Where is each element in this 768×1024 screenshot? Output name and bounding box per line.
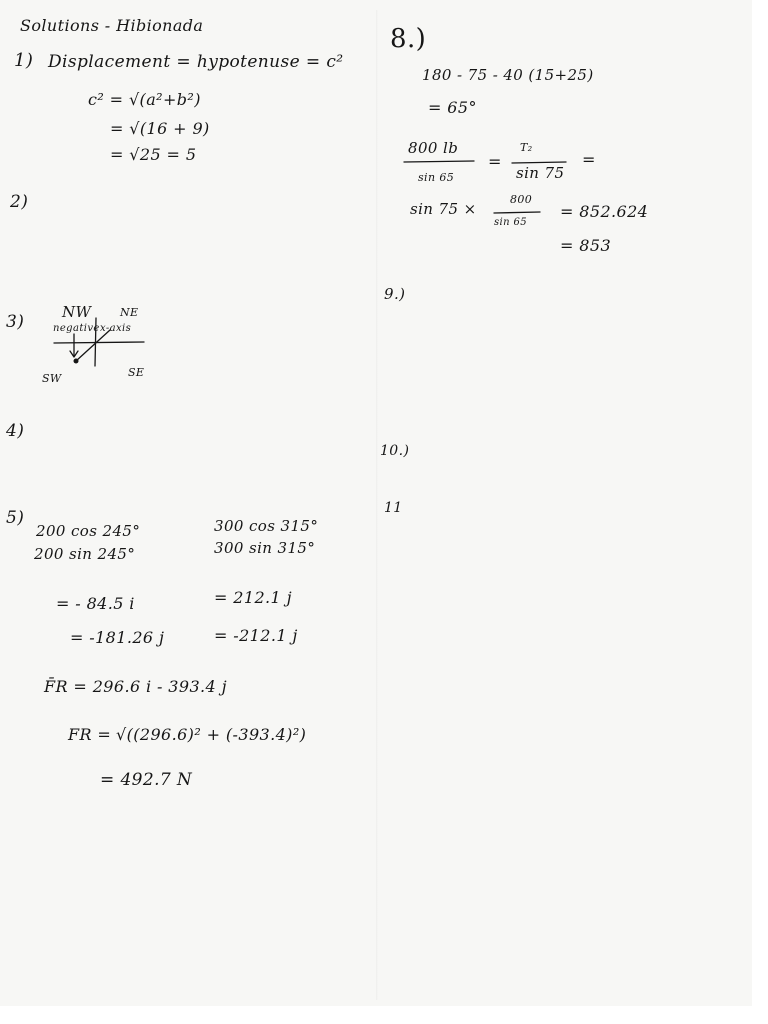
- q5-result-c2: = -181.26 j: [70, 628, 165, 647]
- q3-nw-label: NW: [62, 303, 92, 321]
- q5-resultant-lhs: FR =: [68, 725, 112, 744]
- q8-line4-numerator: 800: [510, 193, 533, 206]
- q8-line4-denominator: sin 65: [494, 217, 528, 228]
- q8-fraction2-numerator: T₂: [520, 141, 533, 154]
- q5-resultant-formula: √((296.6)² + (-393.4)²): [116, 725, 307, 744]
- q5-resultant-magnitude: = 492.7 N: [100, 770, 193, 790]
- q9-number: 9.): [384, 285, 406, 303]
- q3-ne-label: NE: [120, 306, 139, 319]
- q3-x-axis-label: x-axis: [100, 323, 132, 334]
- q2-number: 2): [10, 192, 29, 212]
- q3-sw-label: SW: [42, 372, 62, 385]
- q8-fraction1-denominator: sin 65: [418, 171, 455, 184]
- q11-number: 11: [384, 500, 403, 516]
- q8-fraction2-denominator: sin 75: [516, 164, 565, 182]
- q5-component-a2: 200 sin 245°: [34, 545, 136, 563]
- q8-fraction1-numerator: 800 lb: [408, 139, 459, 157]
- q8-line4-lhs: sin 75 ×: [410, 200, 477, 218]
- q4-number: 4): [6, 421, 25, 441]
- q8-line5-result: = 853: [560, 236, 612, 255]
- q5-component-b2: 300 sin 315°: [214, 539, 316, 557]
- q5-result-d1: = 212.1 j: [214, 588, 292, 607]
- q5-component-a1: 200 cos 245°: [36, 522, 141, 540]
- q3-number: 3): [6, 312, 25, 332]
- q1-line2: c² = √(a²+b²): [88, 90, 201, 109]
- q1-line3: = √(16 + 9): [110, 119, 210, 138]
- q8-line2: = 65°: [428, 98, 477, 117]
- page-title: Solutions - Hibionada: [20, 16, 204, 35]
- q5-resultant-vector: F̄R = 296.6 i - 393.4 j: [44, 677, 227, 696]
- q5-component-b1: 300 cos 315°: [214, 517, 319, 535]
- q1-line4: = √25 = 5: [110, 145, 197, 164]
- q3-negative-label: negative: [53, 323, 100, 334]
- q8-number: 8.): [390, 24, 427, 54]
- q8-line4-result: = 852.624: [560, 202, 649, 221]
- q8-line1: 180 - 75 - 40 (15+25): [422, 66, 594, 84]
- q10-number: 10.): [380, 443, 410, 459]
- q5-result-d2: = -212.1 j: [214, 626, 298, 645]
- q8-equals-2: =: [582, 150, 596, 169]
- q1-line1: Displacement = hypotenuse = c²: [48, 52, 344, 72]
- q1-number: 1): [14, 50, 34, 71]
- q5-result-c1: = - 84.5 i: [56, 594, 135, 613]
- q8-equals-1: =: [488, 152, 502, 171]
- q5-number: 5): [6, 508, 25, 528]
- q3-se-label: SE: [128, 366, 145, 379]
